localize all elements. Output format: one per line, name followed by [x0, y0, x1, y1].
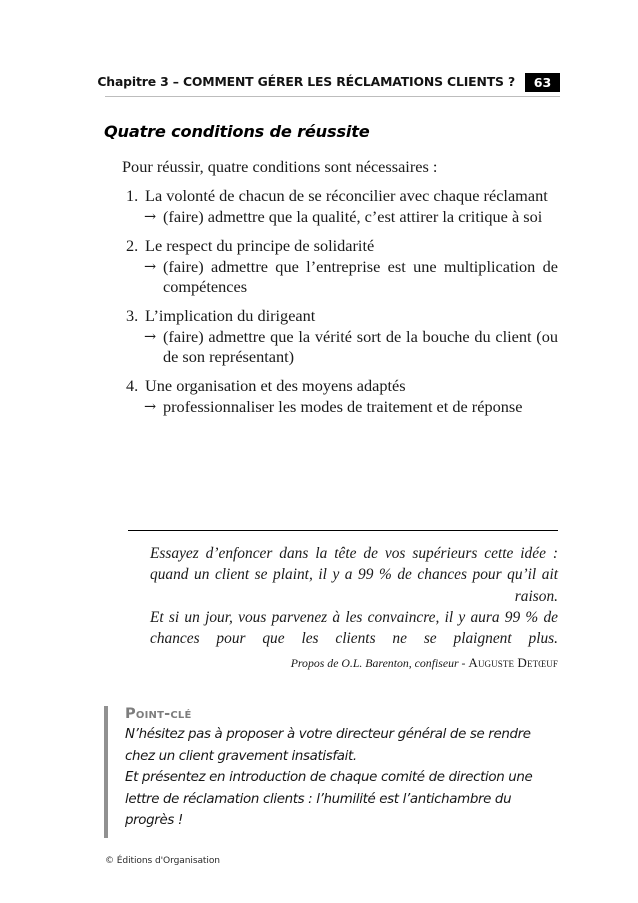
quote-divider	[128, 530, 558, 531]
condition-detail: (faire) admettre que l’entreprise est une multiplication de compétences	[163, 257, 558, 297]
list-marker: 1.	[126, 186, 139, 205]
list-marker: 3.	[126, 306, 139, 326]
list-item	[122, 306, 558, 368]
list-item	[122, 186, 558, 227]
section-intro: Pour réussir, quatre conditions sont nécessaires :	[122, 157, 438, 176]
condition-detail-row	[122, 327, 558, 367]
point-cle-callout	[104, 704, 560, 832]
list-item	[122, 236, 558, 298]
arrow-right-icon: →	[144, 259, 157, 276]
callout-title: Point-clé	[125, 705, 192, 722]
condition-detail-row	[122, 257, 558, 297]
condition-title: Une organisation et des moyens adaptés	[145, 376, 406, 396]
condition-title: Le respect du principe de solidarité	[145, 235, 375, 255]
condition-detail-row	[122, 207, 558, 227]
quote-paragraph-2: Et si un jour, vous parvenez à les convaincre, il y aura 99 % de chances pour que les clients ne se plaignent plus.	[150, 608, 558, 648]
list-marker: 4.	[126, 376, 139, 396]
conditions-list	[122, 186, 558, 426]
condition-detail: (faire) admettre que la qualité, c’est attirer la critique à soi	[163, 207, 543, 227]
list-item	[122, 376, 558, 417]
arrow-right-icon: →	[144, 329, 157, 346]
condition-title-row	[122, 186, 558, 206]
quote-paragraph-1: Essayez d’enfoncer dans la tête de vos supérieurs cette idée : quand un client se plaint, il y a 99 % de chances pour qu’il ait raison.	[150, 545, 558, 605]
list-marker: 2.	[126, 235, 139, 255]
callout-body	[125, 724, 557, 832]
header-divider	[105, 96, 560, 97]
callout-accent-bar	[104, 706, 108, 838]
page-number-box	[525, 73, 560, 92]
page-number: 63	[533, 75, 552, 90]
chapter-title: Chapitre 3 – COMMENT GÉRER LES RÉCLAMATIONS CLIENTS ?	[97, 74, 515, 89]
attribution-source: Propos de O.L. Barenton, confiseur -	[290, 656, 469, 670]
condition-title: La volonté de chacun de se réconcilier avec chaque réclamant	[145, 186, 548, 205]
callout-paragraph-1: N’hésitez pas à proposer à votre directeur général de se rendre chez un client gravement insatisfait.	[125, 727, 531, 764]
condition-title-row	[122, 236, 558, 256]
section-heading: Quatre conditions de réussite	[104, 122, 370, 141]
condition-title-row	[122, 376, 558, 396]
callout-paragraph-2: Et présentez en introduction de chaque comité de direction une lettre de réclamation clients : l’humilité est l’antichambre du progrès !	[125, 770, 533, 828]
condition-title: L’implication du dirigeant	[145, 306, 316, 326]
condition-detail-row	[122, 397, 558, 417]
attribution-author: Auguste Detœuf	[468, 655, 558, 670]
callout-content	[104, 704, 560, 832]
quote-attribution	[150, 655, 558, 671]
condition-title-row	[122, 306, 558, 326]
pull-quote	[150, 543, 558, 649]
condition-detail: (faire) admettre que la vérité sort de la bouche du client (ou de son représentant)	[163, 327, 558, 367]
running-head	[97, 72, 560, 96]
footer-copyright: © Éditions d'Organisation	[105, 856, 220, 866]
condition-detail: professionnaliser les modes de traitement et de réponse	[163, 397, 523, 417]
arrow-right-icon: →	[144, 209, 157, 226]
arrow-right-icon: →	[144, 399, 157, 416]
